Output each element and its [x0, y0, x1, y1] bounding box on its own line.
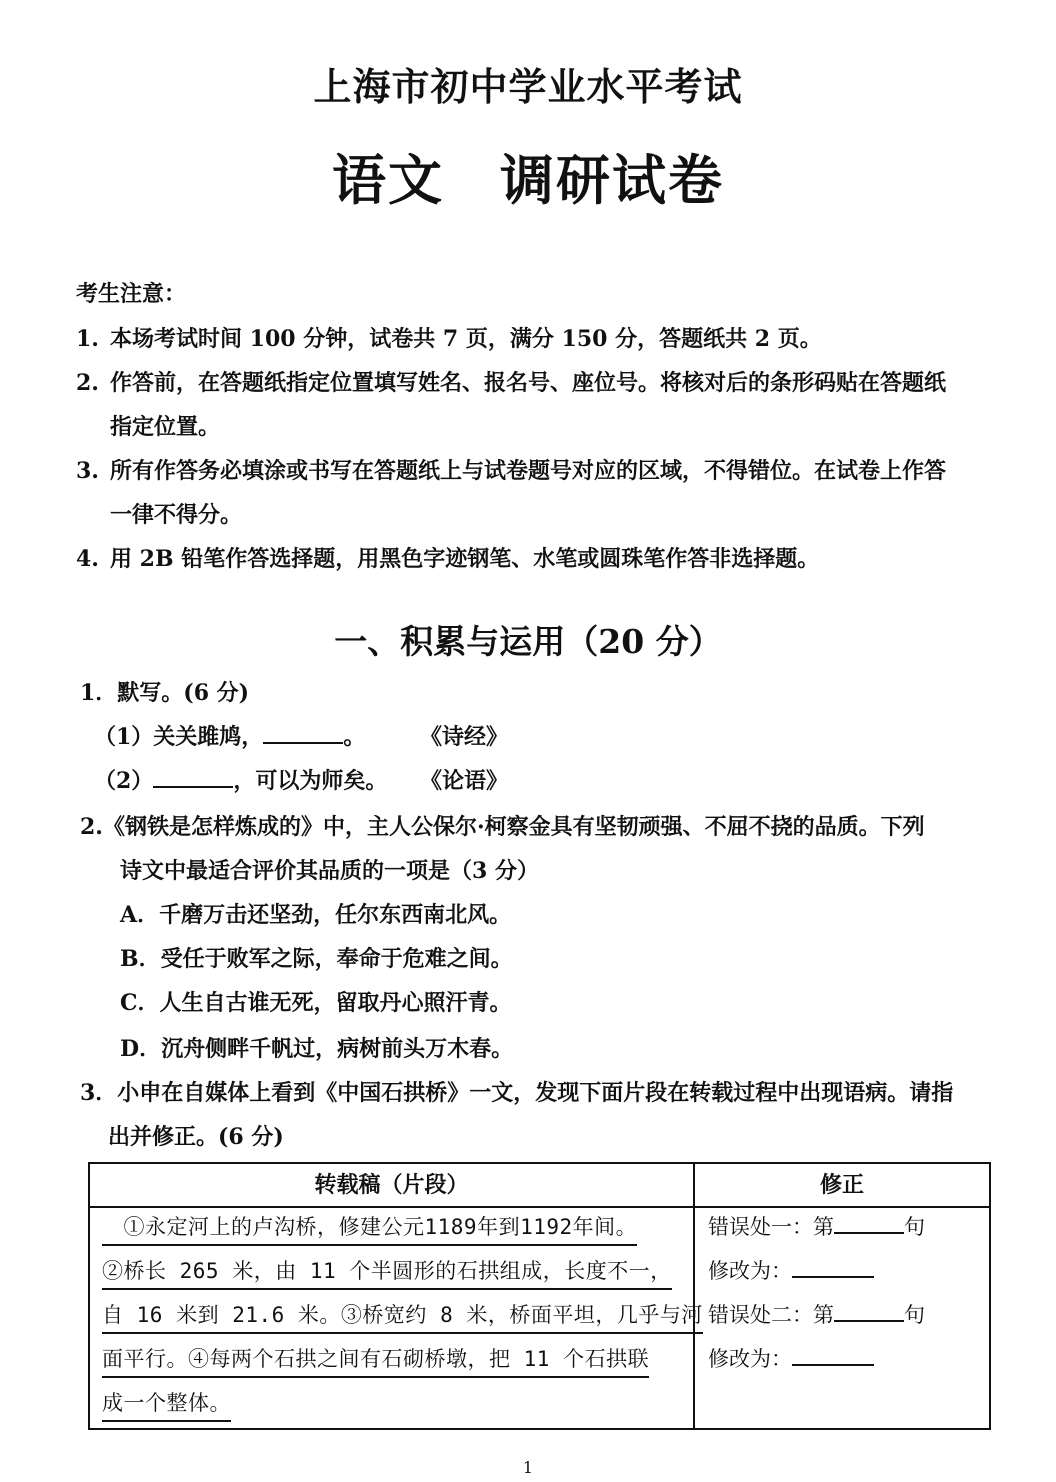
sub-question-text: （2）	[94, 768, 154, 794]
answer-blank[interactable]	[263, 724, 343, 744]
question-3-stem: 3．小申在自媒体上看到《中国石拱桥》一文，发现下面片段在转载过程中出现语病。请指	[80, 1080, 954, 1106]
notice-text: 本场考试时间 100 分钟，试卷共 7 页，满分 150 分，答题纸共 2 页。	[110, 326, 822, 352]
notice-item-2	[76, 368, 946, 398]
table-header-passage: 转载稿（片段）	[314, 1172, 469, 1198]
option-d[interactable]: D．沉舟侧畔千帆过，病树前头万木春。	[120, 1036, 514, 1062]
question-1-sub-1	[94, 722, 365, 752]
notice-item-3-continued: 一律不得分。	[110, 502, 243, 528]
passage-line: 面平行。④每两个石拱之间有石砌桥墩，把 11 个石拱联	[102, 1344, 649, 1378]
fix-answer-blank[interactable]	[792, 1346, 874, 1366]
paper-subtitle: 语文 调研试卷	[332, 148, 724, 212]
page-number: 1	[522, 1458, 534, 1477]
option-a[interactable]: A．千磨万击还坚劲，任尔东西南北风。	[120, 902, 512, 928]
question-3-stem-continued: 出并修正。(6 分)	[108, 1124, 284, 1150]
fix-answer-blank[interactable]	[792, 1258, 874, 1278]
error-label: 错误处一：第	[708, 1215, 834, 1239]
error-label: 错误处二：第	[708, 1303, 834, 1327]
error-2-row	[708, 1300, 925, 1330]
notice-number: 1.	[76, 326, 99, 352]
question-2-stem-continued: 诗文中最适合评价其品质的一项是（3 分）	[120, 858, 539, 884]
notice-text: 用 2B 铅笔作答选择题，用黑色字迹钢笔、水笔或圆珠笔作答非选择题。	[110, 546, 820, 572]
sentence-number-blank[interactable]	[834, 1214, 904, 1234]
passage-line: ②桥长 265 米，由 11 个半圆形的石拱组成，长度不一，	[102, 1256, 672, 1290]
fix-1-row	[708, 1256, 874, 1286]
question-1-sub-2	[94, 766, 387, 796]
answer-blank[interactable]	[153, 768, 233, 788]
passage-line: 成一个整体。	[102, 1388, 231, 1422]
sub-question-text: ，可以为师矣。	[233, 768, 388, 794]
question-1-stem: 1．默写。(6 分)	[80, 680, 250, 706]
option-c[interactable]: C．人生自古谁无死，留取丹心照汗青。	[120, 990, 512, 1016]
notice-number: 4.	[76, 546, 99, 572]
notice-item-2-continued: 指定位置。	[110, 414, 221, 440]
notice-item-4	[76, 544, 819, 574]
sub-question-text: （1）关关雎鸠，	[94, 724, 264, 750]
section-title: 一、积累与运用（20 分）	[334, 622, 722, 661]
fix-label: 修改为：	[708, 1259, 792, 1283]
notice-text: 作答前，在答题纸指定位置填写姓名、报名号、座位号。将核对后的条形码贴在答题纸	[110, 370, 947, 396]
table-header-correction: 修正	[819, 1172, 864, 1198]
passage-line: 自 16 米到 21.6 米。③桥宽约 8 米，桥面平坦，几乎与河	[102, 1300, 703, 1334]
error-unit: 句	[904, 1215, 925, 1239]
error-1-row	[708, 1212, 925, 1242]
question-2-stem: 2.《钢铁是怎样炼成的》中，主人公保尔·柯察金具有坚韧顽强、不屈不挠的品质。下列	[80, 814, 925, 840]
table-column-divider	[693, 1164, 695, 1428]
option-b[interactable]: B．受任于败军之际，奉命于危难之间。	[120, 946, 513, 972]
notice-heading: 考生注意：	[76, 281, 187, 307]
fix-2-row	[708, 1344, 874, 1374]
notice-number: 3.	[76, 458, 99, 484]
notice-number: 2.	[76, 370, 99, 396]
notice-item-3	[76, 456, 946, 486]
passage-line: ①永定河上的卢沟桥，修建公元1189年到1192年间。	[102, 1212, 637, 1246]
source-citation: 《论语》	[420, 768, 509, 794]
notice-text: 所有作答务必填涂或书写在答题纸上与试卷题号对应的区域，不得错位。在试卷上作答	[110, 458, 947, 484]
notice-item-1	[76, 324, 822, 354]
table-header-divider	[90, 1206, 989, 1208]
sub-question-text: 。	[343, 724, 366, 750]
correction-table	[88, 1162, 991, 1430]
fix-label: 修改为：	[708, 1347, 792, 1371]
exam-title: 上海市初中学业水平考试	[313, 64, 743, 109]
sentence-number-blank[interactable]	[834, 1302, 904, 1322]
error-unit: 句	[904, 1303, 925, 1327]
source-citation: 《诗经》	[420, 724, 509, 750]
